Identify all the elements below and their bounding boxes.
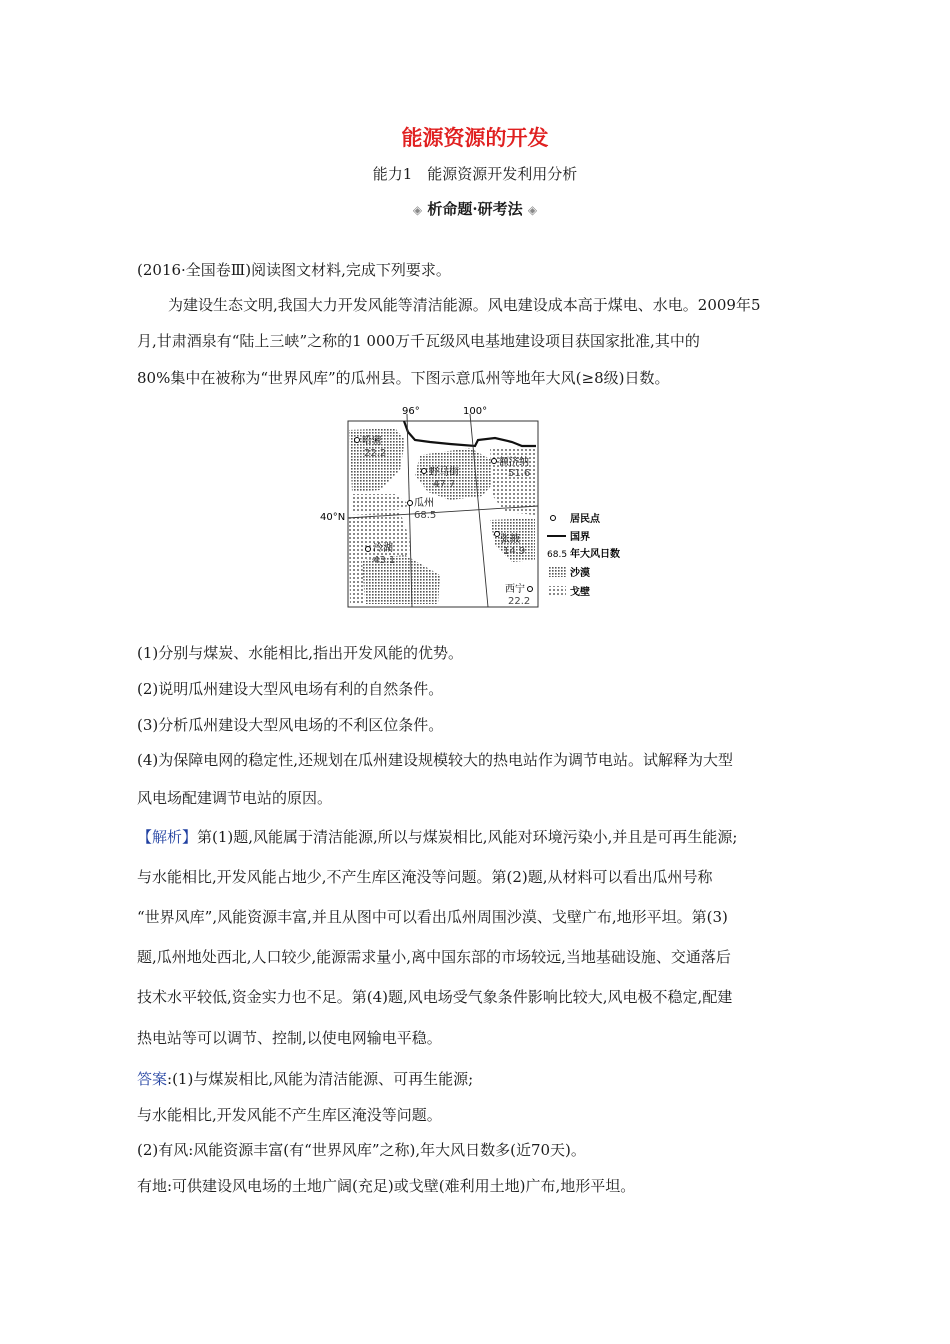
svg-text:14.9: 14.9 bbox=[503, 546, 526, 557]
svg-text:哈密: 哈密 bbox=[362, 436, 382, 447]
svg-text:68.5: 68.5 bbox=[414, 510, 437, 521]
svg-text:瓜州: 瓜州 bbox=[414, 498, 434, 509]
page-title: 能源资源的开发 bbox=[401, 125, 549, 150]
analysis-line: 【解析】第(1)题,风能属于清洁能源,所以与煤炭相比,风能对环境污染小,并且是可再生能源; bbox=[137, 828, 738, 846]
analysis-tag: 【解析】 bbox=[137, 828, 198, 846]
svg-text:47.7: 47.7 bbox=[433, 479, 456, 490]
analysis-line: 与水能相比,开发风能占地少,不产生库区淹没等问题。第(2)题,从材料可以看出瓜州号称 bbox=[137, 868, 713, 886]
svg-text:冷湖: 冷湖 bbox=[373, 543, 393, 554]
banner-text: 析命题·研考法 bbox=[427, 200, 523, 218]
svg-text:43.1: 43.1 bbox=[373, 555, 396, 566]
passage-line: 月,甘肃酒泉有“陆上三峡”之称的1 000万千瓦级风电基地建设项目获国家批准,其中的 bbox=[137, 332, 700, 350]
svg-text:额济纳: 额济纳 bbox=[499, 457, 529, 468]
diamond-ornament-icon: ◈ bbox=[527, 203, 538, 217]
lon-label: 100° bbox=[463, 406, 488, 417]
svg-text:国界: 国界 bbox=[570, 532, 590, 543]
lon-label: 96° bbox=[402, 406, 420, 417]
passage-line: 80%集中在被称为“世界风库”的瓜州县。下图示意瓜州等地年大风(≥8级)日数。 bbox=[137, 369, 670, 387]
question-4: (4)为保障电网的稳定性,还规划在瓜州建设规模较大的热电站作为调节电站。试解释为大型 bbox=[137, 751, 734, 769]
question-2: (2)说明瓜州建设大型风电场有利的自然条件。 bbox=[137, 680, 444, 698]
section-subtitle: 能力1 能源资源开发利用分析 bbox=[372, 165, 578, 183]
lat-label: 40°N bbox=[320, 512, 346, 523]
analysis-line: 热电站等可以调节、控制,以使电网输电平稳。 bbox=[137, 1029, 442, 1047]
svg-text:22.2: 22.2 bbox=[364, 448, 387, 459]
section-banner bbox=[0, 198, 950, 219]
question-1: (1)分别与煤炭、水能相比,指出开发风能的优势。 bbox=[137, 644, 464, 662]
analysis-line: 技术水平较低,资金实力也不足。第(4)题,风电场受气象条件影响比较大,风电极不稳定,配建 bbox=[137, 988, 733, 1006]
svg-text:51.6: 51.6 bbox=[508, 468, 531, 479]
passage-line: 为建设生态文明,我国大力开发风能等清洁能源。风电建设成本高于煤电、水电。2009年5 bbox=[168, 296, 761, 314]
svg-text:野马街: 野马街 bbox=[429, 467, 459, 478]
svg-text:22.2: 22.2 bbox=[508, 596, 531, 607]
svg-text:戈壁: 戈壁 bbox=[570, 587, 590, 598]
wind-days-map bbox=[316, 403, 646, 611]
answer-tag: 答案 bbox=[137, 1070, 168, 1088]
answer-line: 有地:可供建设风电场的土地广阔(充足)或戈壁(难利用土地)广布,地形平坦。 bbox=[137, 1177, 636, 1195]
question-4-cont: 风电场配建调节电站的原因。 bbox=[137, 789, 333, 807]
map-legend bbox=[547, 512, 620, 598]
svg-text:68.5: 68.5 bbox=[547, 550, 568, 560]
analysis-line: 题,瓜州地处西北,人口较少,能源需求量小,离中国东部的市场较远,当地基础设施、交通落后 bbox=[137, 948, 731, 966]
svg-text:张掖: 张掖 bbox=[500, 534, 520, 545]
svg-text:西宁: 西宁 bbox=[505, 584, 525, 595]
svg-text:沙漠: 沙漠 bbox=[570, 568, 590, 579]
question-3: (3)分析瓜州建设大型风电场的不利区位条件。 bbox=[137, 716, 444, 734]
svg-text:年大风日数: 年大风日数 bbox=[570, 549, 620, 560]
diamond-ornament-icon: ◈ bbox=[412, 203, 423, 217]
answer-line: 与水能相比,开发风能不产生库区淹没等问题。 bbox=[137, 1106, 442, 1124]
answer-line: (2)有风:风能资源丰富(有“世界风库”之称),年大风日数多(近70天)。 bbox=[137, 1141, 586, 1159]
question-source: (2016·全国卷Ⅲ)阅读图文材料,完成下列要求。 bbox=[137, 261, 451, 279]
svg-text:居民点: 居民点 bbox=[570, 514, 600, 525]
answer-line: 答案:(1)与煤炭相比,风能为清洁能源、可再生能源; bbox=[137, 1070, 474, 1088]
analysis-line: “世界风库”,风能资源丰富,并且从图中可以看出瓜州周围沙漠、戈壁广布,地形平坦。第(3) bbox=[137, 908, 728, 926]
